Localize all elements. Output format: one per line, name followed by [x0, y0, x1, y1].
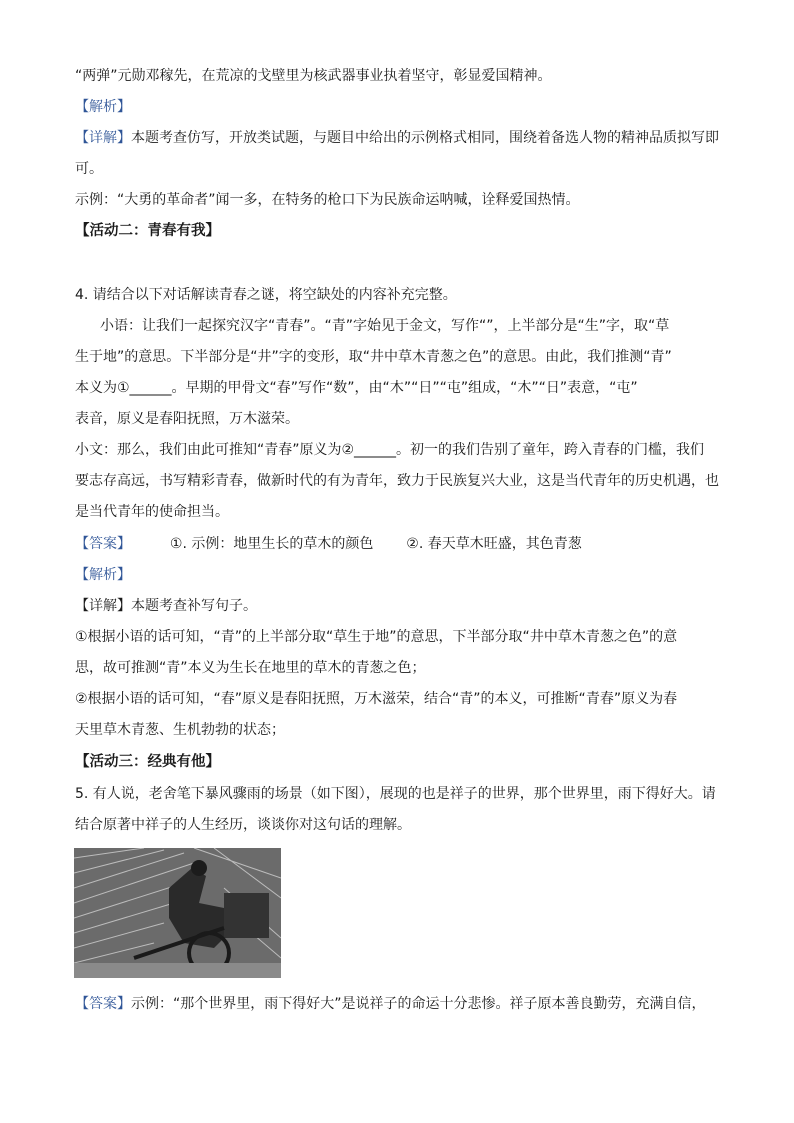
paragraph-line: ②根据小语的话可知，“春”原义是春阳抚照，万木滋荣，结合“青”的本义，可推断“青春”原义为春: [75, 691, 678, 707]
analysis-tag: 【解析】: [75, 99, 131, 115]
paragraph-line: 天里草木青葱、生机勃勃的状态；: [75, 722, 285, 738]
answer-item-1: ①. 示例：地里生长的草木的颜色: [169, 536, 374, 552]
paragraph-line: 表音，原义是春阳抚照，万木滋荣。: [75, 411, 299, 427]
answer-line: [75, 534, 582, 554]
illustration-icon: [74, 848, 281, 978]
detail-tag: 【详解】: [75, 130, 131, 146]
detail-text: 本题考查补写句子。: [131, 598, 257, 614]
paragraph-line: [75, 596, 257, 616]
answer-tag: 【答案】: [75, 996, 131, 1012]
answer-item-2: ②. 春天草木旺盛，其色青葱: [406, 536, 582, 552]
paragraph-line: ①根据小语的话可知，“青”的上半部分取“草生于地”的意思，下半部分取“井中草木青葱之色”的意: [75, 629, 678, 645]
answer-text: 示例：“那个世界里，雨下得好大”是说祥子的命运十分悲惨。祥子原本善良勤劳，充满自信，: [131, 996, 706, 1012]
paragraph-line: 示例：“大勇的革命者”闻一多，在特务的枪口下为民族命运呐喊，诠释爱国热情。: [75, 192, 580, 208]
paragraph-line: 结合原著中祥子的人生经历，谈谈你对这句话的理解。: [75, 817, 411, 833]
paragraph-line: 思，故可推测“青”本义为生长在地里的草木的青葱之色；: [75, 660, 426, 676]
analysis-tag: 【解析】: [75, 567, 131, 583]
paragraph-line: [75, 128, 719, 148]
question-text: 5. 有人说，老舍笔下暴风骤雨的场景（如下图），展现的也是祥子的世界，那个世界里，雨下得好大。请: [75, 786, 716, 802]
question-text: 4. 请结合以下对话解读青春之谜，将空缺处的内容补充完整。: [75, 287, 457, 303]
section-heading: 【活动三：经典有他】: [75, 753, 220, 770]
paragraph-line: 小文：那么，我们由此可推知“青春”原义为②______。初一的我们告别了童年，跨入青春的门槛，我们: [75, 442, 705, 458]
detail-text: 本题考查仿写，开放类试题，与题目中给出的示例格式相同，围绕着备选人物的精神品质拟写即: [131, 130, 719, 146]
answer-line: [75, 994, 706, 1014]
paragraph-line: 要志存高远，书写精彩青春，做新时代的有为青年，致力于民族复兴大业，这是当代青年的历史机遇，也: [75, 473, 719, 489]
paragraph-line: 本义为①______。早期的甲骨文“春”写作“数”，由“木”“日”“屯”组成，“木”“日”表意，“屯”: [75, 380, 638, 396]
paragraph-line: 生于地”的意思。下半部分是“井”字的变形，取“井中草木青葱之色”的意思。由此，我们推测“青”: [75, 349, 672, 365]
answer-tag: 【答案】: [75, 536, 131, 552]
paragraph-line: 是当代青年的使命担当。: [75, 504, 229, 520]
paragraph-line: 可。: [75, 161, 103, 177]
detail-tag: 【详解】: [75, 598, 131, 614]
section-heading: 【活动二：青春有我】: [75, 222, 220, 239]
paragraph-line: 小语：让我们一起探究汉字“青春”。“青”字始见于金文，写作“”，上半部分是“生”字，取“草: [100, 318, 670, 334]
paragraph-line: “两弹”元勋邓稼先，在荒凉的戈壁里为核武器事业执着坚守，彰显爱国精神。: [75, 68, 552, 84]
rickshaw-rainstorm-illustration: [74, 848, 281, 978]
